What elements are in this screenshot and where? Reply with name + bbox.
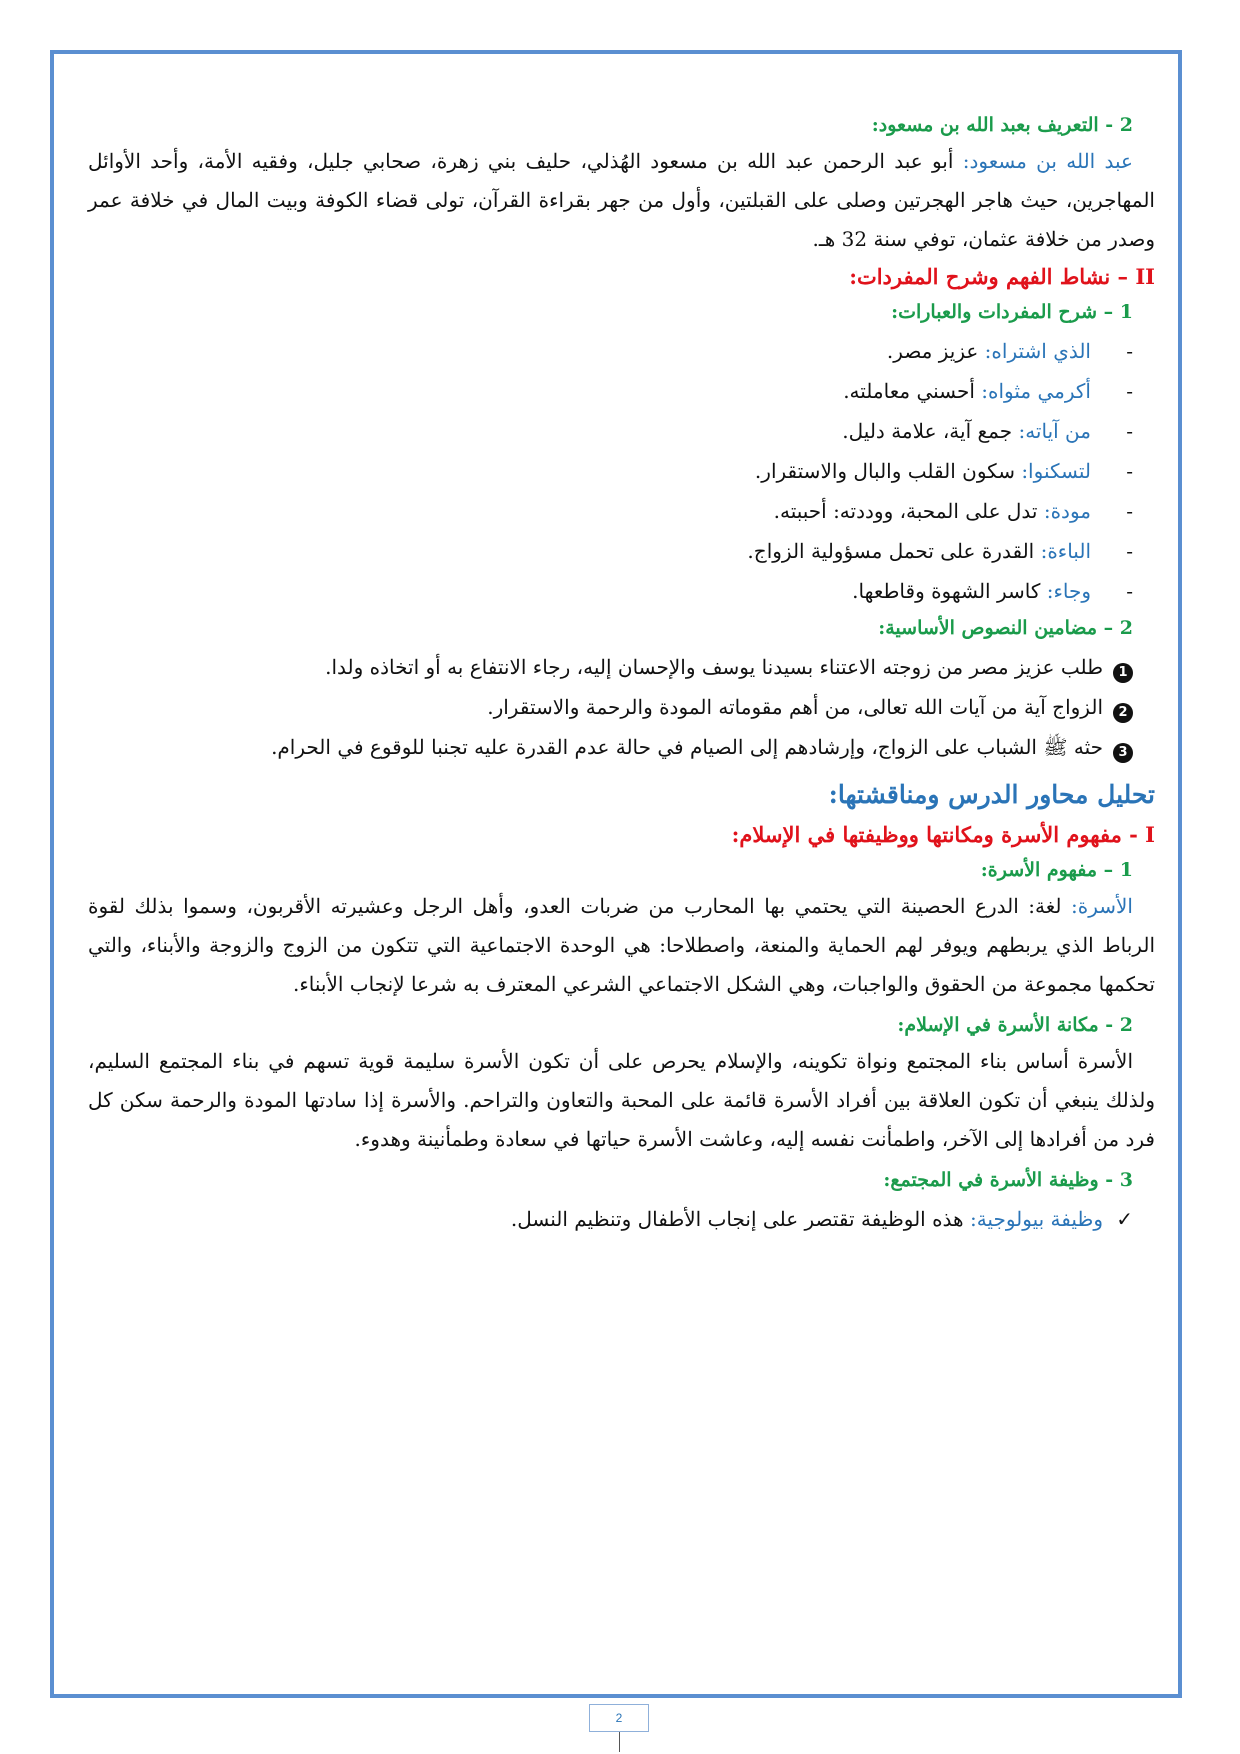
list-item: - الباءة: القدرة على تحمل مسؤولية الزواج. <box>747 539 1133 563</box>
term-ibn-masud: عبد الله بن مسعود: <box>962 149 1133 173</box>
document-body <box>88 108 1155 1239</box>
heading-family-concept-status: I - مفهوم الأسرة ومكانتها ووظيفتها في الإسلام: <box>731 822 1155 847</box>
list-item: ✓ وظيفة بيولوجية: هذه الوظيفة تقتصر على إنجاب الأطفال وتنظيم النسل. <box>88 1199 1133 1239</box>
heading-family-concept: 1 – مفهوم الأسرة: <box>980 859 1133 881</box>
list-item: 1 طلب عزيز مصر من زوجته الاعتناء بسيدنا يوسف والإحسان إليه، رجاء الانتفاع به أو اتخاذه ولدا. <box>88 647 1133 687</box>
vocab-list <box>88 331 1155 611</box>
list-item: - من آياته: جمع آية، علامة دليل. <box>842 419 1133 443</box>
number-badge-icon: 3 <box>1113 743 1133 763</box>
list-item: 3 حثه ﷺ الشباب على الزواج، وإرشادهم إلى الصيام في حالة عدم القدرة عليه تجنبا للوقوع في الحرام. <box>88 727 1133 767</box>
contents-list <box>88 647 1155 767</box>
number-badge-icon: 1 <box>1113 663 1133 683</box>
heading-contents: 2 – مضامين النصوص الأساسية: <box>878 617 1133 639</box>
heading-understanding: II – نشاط الفهم وشرح المفردات: <box>849 264 1155 289</box>
list-item: - مودة: تدل على المحبة، ووددته: أحببته. <box>773 499 1133 523</box>
heading-family-function: 3 - وظيفة الأسرة في المجتمع: <box>883 1169 1133 1191</box>
list-item: - لتسكنوا: سكون القلب والبال والاستقرار. <box>754 459 1133 483</box>
heading-vocab: 1 – شرح المفردات والعبارات: <box>891 301 1133 323</box>
page-number: 2 <box>589 1704 649 1732</box>
heading-analysis: تحليل محاور الدرس ومناقشتها: <box>828 780 1155 809</box>
paragraph-family-status: الأسرة أساس بناء المجتمع ونواة تكوينه، والإسلام يحرص على أن تكون الأسرة سليمة قوية تسهم في بناء المجتمع السليم، ولذلك ينبغي أن تكون العلاقة بين أفراد الأسرة قائمة على المحبة والتعاون والتراحم. والأسرة إذا سادتها المودة والرحمة سكن كل فرد من أفرادها إلى الآخر، واطمأنت نفسه إليه، وعاشت الأسرة حياتها في سعادة وطمأنينة وهدوء. <box>88 1049 1155 1151</box>
check-mark-icon: ✓ <box>1116 1207 1133 1231</box>
paragraph-family-concept: الأسرة: لغة: الدرع الحصينة التي يحتمي بها المحارب من ضربات العدو، وأهل الرجل وعشيرته الأقربون، وسموا بذلك لقوة الرباط الذي يربطهم ويوفر لهم الحماية والمنعة، واصطلاحا: هي الوحدة الاجتماعية التي تتكون من الزوج والزوجة والأبناء، والتي تحكمها مجموعة من الحقوق والواجبات، وهي الشكل الاجتماعي الشرعي المعترف به شرعا لإنجاب الأبناء. <box>88 894 1155 996</box>
text-ibn-masud: أبو عبد الرحمن عبد الله بن مسعود الهُذلي، حليف بني زهرة، صحابي جليل، وفقيه الأمة، وأحد الأوائل المهاجرين، حيث هاجر الهجرتين وصلى على القبلتين، وأول من جهر بقراءة القرآن، تولى قضاء الكوفة وبيت المال في خلافة عمر وصدر من خلافة عثمان، توفي سنة 32 هـ. <box>88 149 1155 251</box>
paragraph-ibn-masud <box>88 142 1155 259</box>
heading-intro-ibn-masud: 2 - التعريف بعبد الله بن مسعود: <box>871 114 1133 136</box>
heading-family-status: 2 - مكانة الأسرة في الإسلام: <box>897 1014 1133 1036</box>
list-item: 2 الزواج آية من آيات الله تعالى، من أهم مقوماته المودة والرحمة والاستقرار. <box>88 687 1133 727</box>
list-item: - أكرمي مثواه: أحسني معاملته. <box>843 379 1133 403</box>
list-item: - الذي اشتراه: عزيز مصر. <box>886 339 1133 363</box>
number-badge-icon: 2 <box>1113 703 1133 723</box>
function-list <box>88 1199 1155 1239</box>
list-item: - وجاء: كاسر الشهوة وقاطعها. <box>852 579 1133 603</box>
